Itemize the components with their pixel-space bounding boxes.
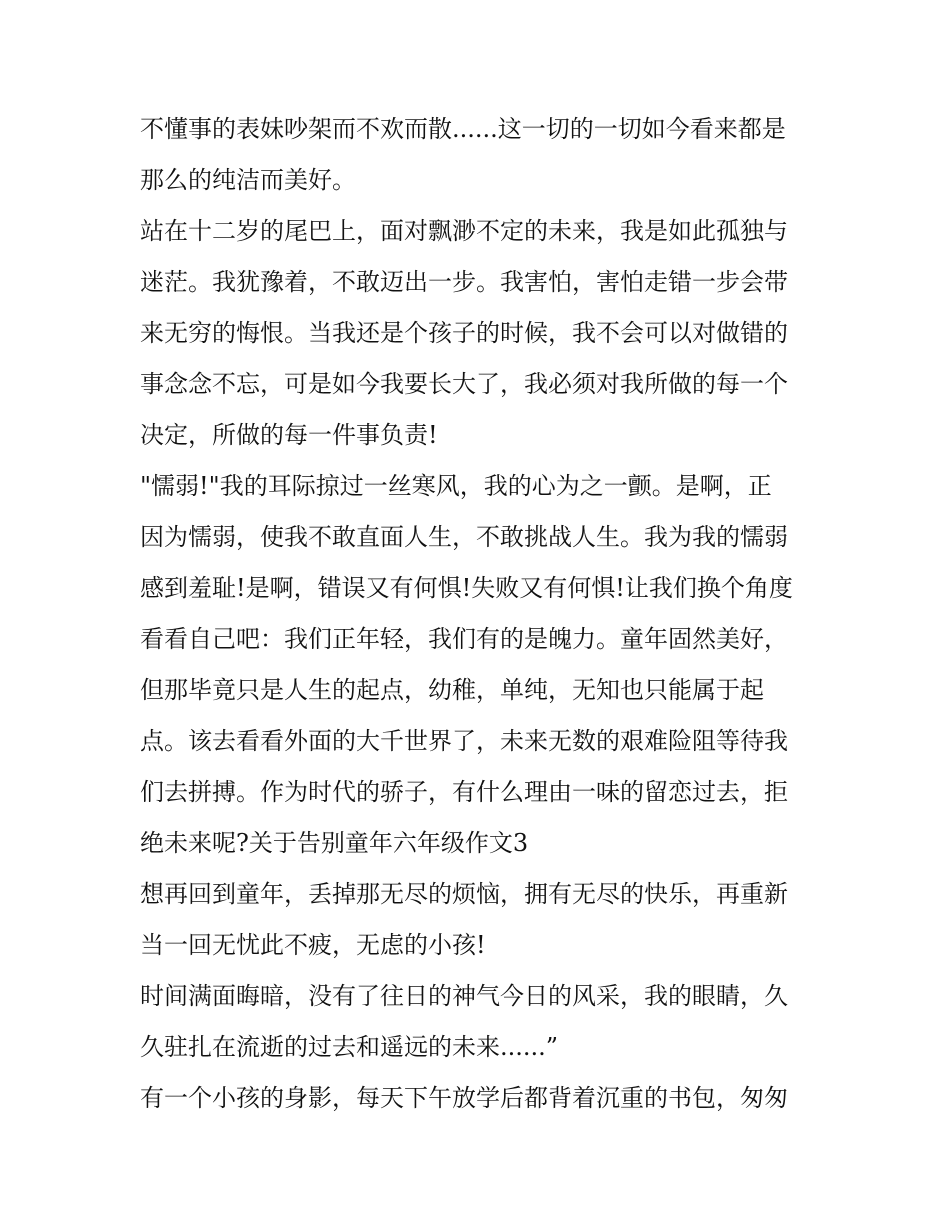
text-line: 事念念不忘，可是如今我要长大了，我必须对我所做的每一个 <box>140 370 788 398</box>
text-line: 点。该去看看外面的大千世界了，未来无数的艰难险阻等待我 <box>140 727 788 755</box>
text-line: 不懂事的表妹吵架而不欢而散......这一切的一切如今看来都是 <box>140 115 786 143</box>
text-line: 感到羞耻!是啊，错误又有何惧!失败又有何惧!让我们换个角度 <box>140 574 793 602</box>
text-line: 久驻扎在流逝的过去和遥远的未来......” <box>140 1033 559 1061</box>
text-line: 因为懦弱，使我不敢直面人生，不敢挑战人生。我为我的懦弱 <box>140 523 788 551</box>
text-line: 绝未来呢?关于告别童年六年级作文3 <box>140 829 529 857</box>
text-line: 时间满面晦暗，没有了往日的神气今日的风采，我的眼睛，久 <box>140 982 788 1010</box>
text-line: "懦弱!"我的耳际掠过一丝寒风，我的心为之一颤。是啊，正 <box>140 472 772 500</box>
document-text <box>140 104 820 1124</box>
text-line: 那么的纯洁而美好。 <box>140 166 356 194</box>
text-line: 当一回无忧此不疲，无虑的小孩! <box>140 931 486 959</box>
text-line: 迷茫。我犹豫着，不敢迈出一步。我害怕，害怕走错一步会带 <box>140 268 788 296</box>
text-line: 站在十二岁的尾巴上，面对飘渺不定的未来，我是如此孤独与 <box>140 217 788 245</box>
text-line: 们去拼搏。作为时代的骄子，有什么理由一味的留恋过去，拒 <box>140 778 788 806</box>
text-line: 但那毕竟只是人生的起点，幼稚，单纯，无知也只能属于起 <box>140 676 764 704</box>
text-line: 想再回到童年，丢掉那无尽的烦恼，拥有无尽的快乐，再重新 <box>140 880 788 908</box>
text-line: 看看自己吧：我们正年轻，我们有的是魄力。童年固然美好， <box>140 625 788 653</box>
text-line: 来无穷的悔恨。当我还是个孩子的时候，我不会可以对做错的 <box>140 319 788 347</box>
text-line: 决定，所做的每一件事负责! <box>140 421 438 449</box>
text-line: 有一个小孩的身影，每天下午放学后都背着沉重的书包，匆匆 <box>140 1084 788 1112</box>
